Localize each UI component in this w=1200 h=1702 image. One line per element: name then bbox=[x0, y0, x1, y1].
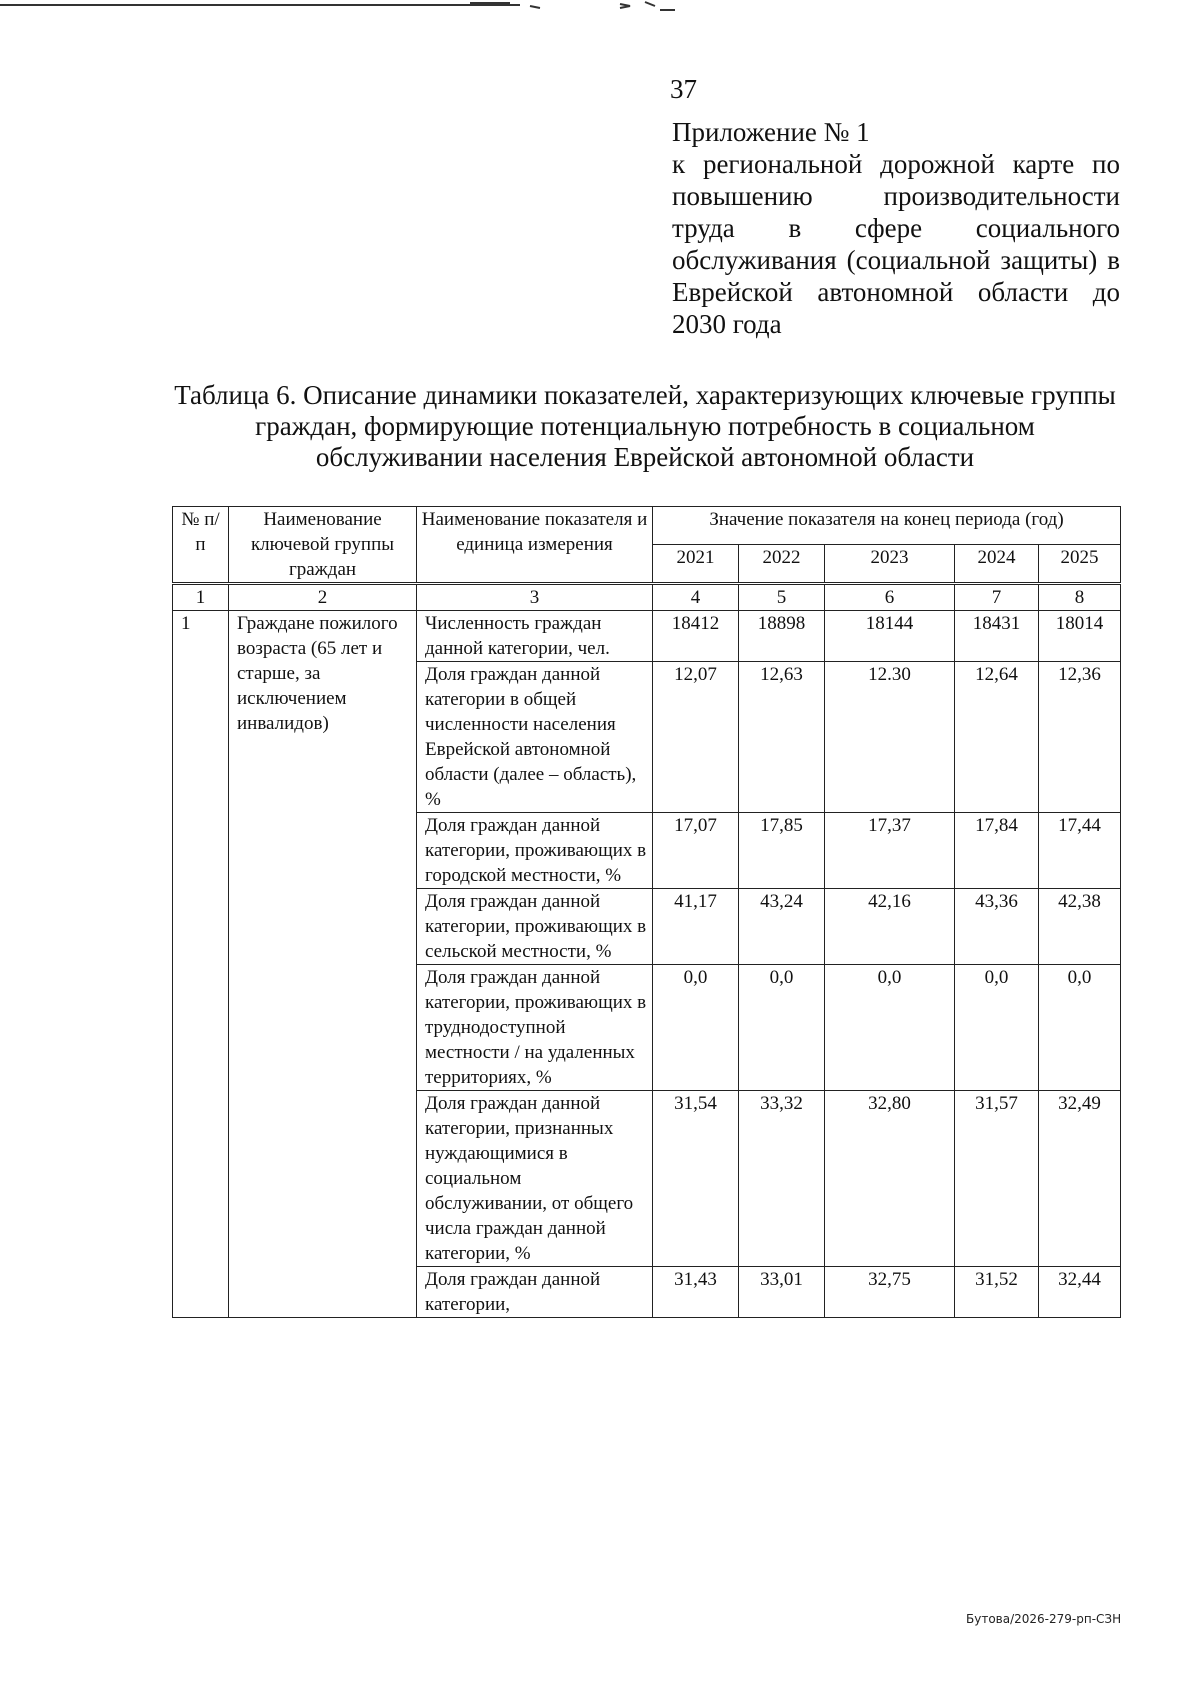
value-cell: 41,17 bbox=[653, 889, 739, 965]
column-number: 3 bbox=[417, 584, 653, 611]
row-number: 1 bbox=[173, 611, 229, 1318]
table-title: Таблица 6. Описание динамики показателей, характеризующих ключевые группы граждан, формирующие потенциальную потребность в социальном обслуживании населения Еврейской автономной области bbox=[174, 380, 1116, 472]
header-year: 2023 bbox=[825, 544, 955, 583]
value-cell: 17,07 bbox=[653, 813, 739, 889]
value-cell: 32,75 bbox=[825, 1267, 955, 1318]
value-cell: 33,32 bbox=[739, 1091, 825, 1267]
appendix-heading bbox=[672, 116, 1120, 340]
value-cell: 42,38 bbox=[1039, 889, 1121, 965]
header-year: 2025 bbox=[1039, 544, 1121, 583]
header-value: Значение показателя на конец периода (год) bbox=[653, 507, 1121, 545]
value-cell: 17,85 bbox=[739, 813, 825, 889]
value-cell: 32,80 bbox=[825, 1091, 955, 1267]
value-cell: 0,0 bbox=[1039, 965, 1121, 1091]
indicator-name: Доля граждан данной категории, bbox=[417, 1267, 653, 1318]
value-cell: 18412 bbox=[653, 611, 739, 662]
value-cell: 31,57 bbox=[955, 1091, 1039, 1267]
header-group: Наименование ключевой группы граждан bbox=[229, 507, 417, 584]
value-cell: 43,24 bbox=[739, 889, 825, 965]
value-cell: 18898 bbox=[739, 611, 825, 662]
column-number: 8 bbox=[1039, 584, 1121, 611]
footer-stamp: Бутова/2026-279-рп-СЗН bbox=[966, 1612, 1122, 1626]
indicator-name: Доля граждан данной категории в общей численности населения Еврейской автономной области (далее – область), % bbox=[417, 662, 653, 813]
value-cell: 0,0 bbox=[825, 965, 955, 1091]
column-number: 4 bbox=[653, 584, 739, 611]
value-cell: 31,52 bbox=[955, 1267, 1039, 1318]
column-number: 2 bbox=[229, 584, 417, 611]
value-cell: 0,0 bbox=[955, 965, 1039, 1091]
column-number: 1 bbox=[173, 584, 229, 611]
header-row bbox=[173, 507, 1121, 545]
value-cell: 43,36 bbox=[955, 889, 1039, 965]
group-name: Граждане пожилого возраста (65 лет и старше, за исключением инвалидов) bbox=[229, 611, 417, 1318]
value-cell: 32,44 bbox=[1039, 1267, 1121, 1318]
value-cell: 12,63 bbox=[739, 662, 825, 813]
column-number: 5 bbox=[739, 584, 825, 611]
value-cell: 12,64 bbox=[955, 662, 1039, 813]
value-cell: 32,49 bbox=[1039, 1091, 1121, 1267]
table-row bbox=[173, 611, 1121, 662]
header-num: № п/п bbox=[173, 507, 229, 584]
value-cell: 0,0 bbox=[653, 965, 739, 1091]
header-indicator: Наименование показателя и единица измерения bbox=[417, 507, 653, 584]
top-scan-border bbox=[0, 4, 520, 6]
appendix-body: к региональной дорожной карте по повышению производительности труда в сфере социального обслуживания (социальной защиты) в Еврейской автономной области до 2030 года bbox=[672, 149, 1120, 339]
value-cell: 31,54 bbox=[653, 1091, 739, 1267]
indicator-name: Доля граждан данной категории, признанных нуждающимися в социальном обслуживании, от общего числа граждан данной категории, % bbox=[417, 1091, 653, 1267]
header-year: 2024 bbox=[955, 544, 1039, 583]
header-year: 2022 bbox=[739, 544, 825, 583]
column-numbers-row bbox=[173, 584, 1121, 611]
column-number: 6 bbox=[825, 584, 955, 611]
page-number: 37 bbox=[670, 74, 697, 104]
appendix-title: Приложение № 1 bbox=[672, 117, 870, 147]
value-cell: 42,16 bbox=[825, 889, 955, 965]
indicator-name: Доля граждан данной категории, проживающих в труднодоступной местности / на удаленных территориях, % bbox=[417, 965, 653, 1091]
value-cell: 31,43 bbox=[653, 1267, 739, 1318]
value-cell: 12,36 bbox=[1039, 662, 1121, 813]
column-number: 7 bbox=[955, 584, 1039, 611]
indicators-table bbox=[172, 506, 1121, 1318]
value-cell: 12,07 bbox=[653, 662, 739, 813]
value-cell: 17,37 bbox=[825, 813, 955, 889]
indicator-name: Численность граждан данной категории, чел. bbox=[417, 611, 653, 662]
value-cell: 0,0 bbox=[739, 965, 825, 1091]
value-cell: 17,44 bbox=[1039, 813, 1121, 889]
value-cell: 17,84 bbox=[955, 813, 1039, 889]
value-cell: 12.30 bbox=[825, 662, 955, 813]
indicator-name: Доля граждан данной категории, проживающих в сельской местности, % bbox=[417, 889, 653, 965]
value-cell: 18014 bbox=[1039, 611, 1121, 662]
header-year: 2021 bbox=[653, 544, 739, 583]
value-cell: 18431 bbox=[955, 611, 1039, 662]
scan-artifact-marks bbox=[470, 0, 690, 16]
indicator-name: Доля граждан данной категории, проживающих в городской местности, % bbox=[417, 813, 653, 889]
value-cell: 18144 bbox=[825, 611, 955, 662]
value-cell: 33,01 bbox=[739, 1267, 825, 1318]
